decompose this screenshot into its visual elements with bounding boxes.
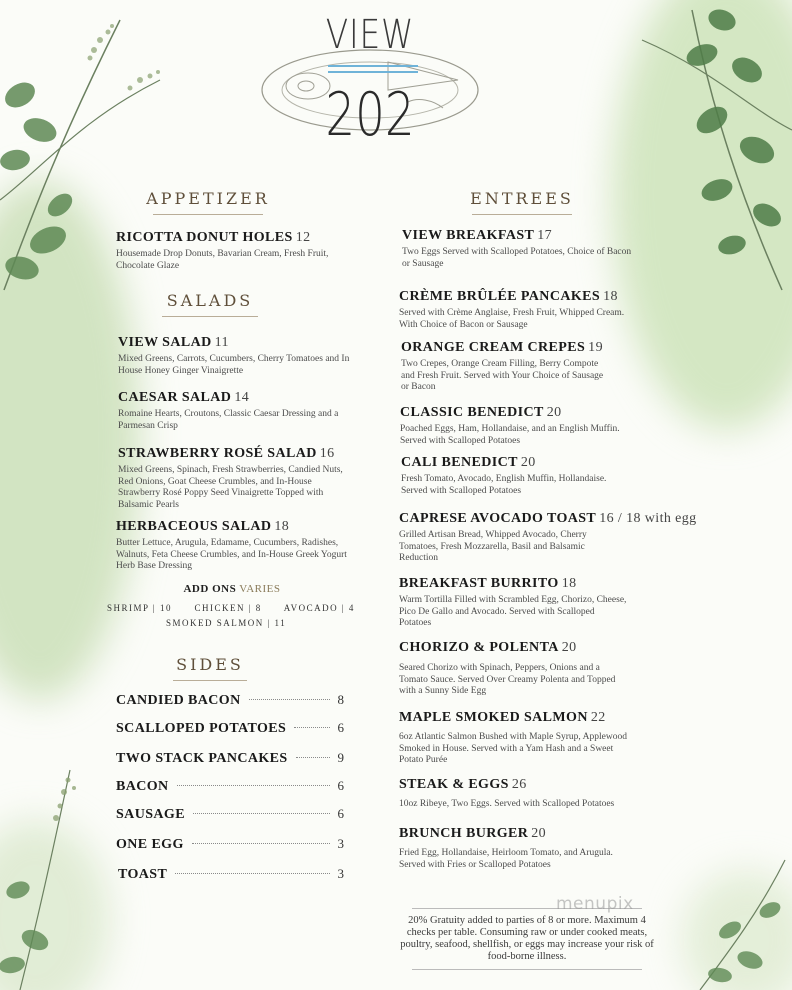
menu-item: [399, 710, 631, 767]
side-item: [116, 692, 344, 709]
menu-item: [399, 511, 697, 565]
addons-heading: [110, 583, 354, 595]
menu-item: [400, 405, 626, 447]
item-name: CAESAR SALAD: [118, 390, 232, 405]
item-price: 16 / 18 with egg: [599, 511, 697, 526]
entrees-heading: [464, 189, 580, 215]
addons-row-2: SMOKED SALMON | 11: [166, 618, 287, 628]
menu-item: [118, 335, 354, 377]
menu-item: [401, 340, 607, 394]
item-name: CALI BENEDICT: [401, 455, 518, 470]
side-item: [116, 778, 344, 795]
sides-heading: [160, 655, 260, 681]
item-price: 18: [561, 576, 577, 591]
item-name: CAPRESE AVOCADO TOAST: [399, 511, 597, 526]
menu-item: [399, 289, 635, 331]
item-description: Poached Eggs, Ham, Hollandaise, and an English Muffin. Served with Scalloped Potatoes: [400, 424, 620, 446]
item-price: 20: [546, 405, 562, 420]
item-price: 18: [274, 519, 290, 534]
item-price: 18: [603, 289, 618, 304]
item-description: Fresh Tomato, Avocado, English Muffin, Hollandaise. Served with Scalloped Potatoes: [401, 474, 607, 496]
item-price: 12: [295, 230, 311, 245]
item-name: VIEW BREAKFAST: [402, 228, 535, 243]
side-leader-dots: [193, 813, 330, 814]
item-description: 10oz Ribeye, Two Eggs. Served with Scalloped Potatoes: [399, 799, 615, 809]
foliage-bottom-left-illustration: [0, 760, 110, 990]
item-description: Grilled Artisan Bread, Whipped Avocado, Cherry Tomatoes, Fresh Mozzarella, Basil and Balsamic Reduction: [399, 530, 587, 564]
logo-view-text: VIEW: [325, 12, 415, 58]
item-description: Housemade Drop Donuts, Bavarian Cream, Fresh Fruit, Chocolate Glaze: [116, 249, 329, 271]
watermark: menupix: [556, 894, 634, 914]
entrees-heading-rule: [472, 214, 572, 215]
item-price: 20: [531, 826, 547, 841]
item-price: 11: [214, 335, 229, 350]
item-price: 16: [319, 446, 335, 461]
item-name: CLASSIC BENEDICT: [400, 405, 544, 420]
restaurant-logo: [258, 12, 482, 162]
side-price: 6: [337, 720, 344, 735]
item-name: BRUNCH BURGER: [399, 826, 529, 841]
item-description: Served with Crème Anglaise, Fresh Fruit, Whipped Cream. With Choice of Bacon or Sausage: [399, 308, 625, 330]
addons-title: ADD ONS: [183, 583, 237, 595]
side-name: TWO STACK PANCAKES: [116, 751, 288, 766]
appetizer-heading: [134, 189, 282, 215]
side-price: 6: [337, 778, 344, 793]
item-price: 20: [561, 640, 577, 655]
item-name: VIEW SALAD: [118, 335, 212, 350]
side-leader-dots: [294, 727, 329, 728]
item-name: MAPLE SMOKED SALMON: [399, 710, 588, 725]
side-name: BACON: [116, 779, 169, 794]
side-leader-dots: [175, 873, 329, 874]
item-price: 14: [234, 390, 250, 405]
item-price: 17: [537, 228, 553, 243]
menu-item: [399, 640, 619, 698]
item-description: Warm Tortilla Filled with Scrambled Egg, Chorizo, Cheese, Pico De Gallo and Avocado. Served with Scalloped Potatoes: [399, 595, 627, 629]
item-description: Mixed Greens, Carrots, Cucumbers, Cherry Tomatoes and In House Honey Ginger Vinaigrette: [118, 354, 350, 376]
side-price: 3: [337, 866, 344, 881]
item-name: BREAKFAST BURRITO: [399, 576, 559, 591]
footnote: [398, 908, 656, 970]
sides-heading-rule: [173, 680, 247, 681]
side-leader-dots: [296, 757, 330, 758]
item-price: 26: [511, 777, 527, 792]
side-item: [116, 750, 344, 767]
item-description: Butter Lettuce, Arugula, Edamame, Cucumbers, Radishes, Walnuts, Feta Cheese Crumbles, and In-House Greek Yogurt Herb Base Dressing: [116, 538, 347, 572]
side-leader-dots: [192, 843, 330, 844]
side-item: [116, 806, 344, 823]
side-leader-dots: [249, 699, 330, 700]
side-leader-dots: [177, 785, 330, 786]
item-description: 6oz Atlantic Salmon Bushed with Maple Syrup, Applewood Smoked in House. Served with a Yam Hash and a Sweet Potato Purée: [399, 732, 627, 766]
item-name: CHORIZO & POLENTA: [399, 640, 559, 655]
addons-row-1: SHRIMP | 10 CHICKEN | 8 AVOCADO | 4: [107, 603, 355, 613]
sides-heading-text: SIDES: [176, 655, 244, 674]
side-item: [116, 720, 344, 737]
menu-item: [402, 228, 638, 270]
salads-heading-text: SALADS: [166, 291, 254, 310]
item-name: ORANGE CREAM CREPES: [401, 340, 586, 355]
item-name: CRÈME BRÛLÉE PANCAKES: [399, 289, 601, 304]
salads-heading: [150, 291, 270, 317]
menu-item: [116, 519, 354, 573]
side-price: 6: [337, 806, 344, 821]
salads-heading-rule: [162, 316, 258, 317]
side-price: 9: [337, 750, 344, 765]
item-name: HERBACEOUS SALAD: [116, 519, 272, 534]
item-name: STRAWBERRY ROSÉ SALAD: [118, 446, 317, 461]
menu-item: [401, 455, 617, 497]
menu-item: [116, 230, 354, 272]
item-description: Two Crepes, Orange Cream Filling, Berry Compote and Fresh Fruit. Served with Your Choice of Sausage or Bacon: [401, 359, 604, 393]
item-description: Two Eggs Served with Scalloped Potatoes, Choice of Bacon or Sausage: [402, 247, 632, 269]
side-price: 3: [337, 836, 344, 851]
logo-number-text: 202: [325, 80, 415, 150]
menu-item: [399, 777, 669, 811]
menu-item: [399, 576, 627, 630]
footnote-text: 20% Gratuity added to parties of 8 or more. Maximum 4 checks per table. Consuming raw or under cooked meats, poultry, seafood, shellfish, or eggs may increase your risk of food-borne illness.: [400, 915, 654, 962]
entrees-heading-text: ENTREES: [470, 189, 574, 208]
eucalyptus-left-illustration: [0, 0, 175, 330]
side-name: ONE EGG: [116, 837, 184, 852]
side-name: SCALLOPED POTATOES: [116, 721, 287, 736]
side-item: [118, 866, 344, 883]
menu-item: [118, 390, 354, 432]
addons-varies: VARIES: [239, 583, 281, 595]
item-description: Fried Egg, Hollandaise, Heirloom Tomato, and Arugula. Served with Fries or Scalloped Potatoes: [399, 848, 613, 870]
menu-item: [399, 826, 631, 871]
side-name: TOAST: [118, 867, 168, 882]
appetizer-heading-text: APPETIZER: [146, 189, 270, 208]
appetizer-heading-rule: [153, 214, 263, 215]
item-price: 20: [520, 455, 536, 470]
menu-item: [118, 446, 354, 511]
item-price: 22: [590, 710, 606, 725]
side-item: [116, 836, 344, 853]
side-price: 8: [337, 692, 344, 707]
item-name: STEAK & EGGS: [399, 777, 509, 792]
item-description: Seared Chorizo with Spinach, Peppers, Onions and a Tomato Sauce. Served Over Creamy Polenta and Topped with a Sunny Side Egg: [399, 663, 616, 697]
side-name: CANDIED BACON: [116, 693, 241, 708]
item-description: Mixed Greens, Spinach, Fresh Strawberries, Candied Nuts, Red Onions, Goat Cheese Crumbles, and In-House Strawberry Rosé Poppy Seed Vinaigrette Topped with Balsamic Pearls: [118, 465, 343, 510]
footnote-bottom-rule: [412, 969, 642, 970]
item-name: RICOTTA DONUT HOLES: [116, 230, 293, 245]
side-name: SAUSAGE: [116, 807, 185, 822]
foliage-bottom-right-illustration: [690, 850, 792, 990]
item-price: 19: [588, 340, 603, 355]
item-description: Romaine Hearts, Croutons, Classic Caesar Dressing and a Parmesan Crisp: [118, 409, 339, 431]
